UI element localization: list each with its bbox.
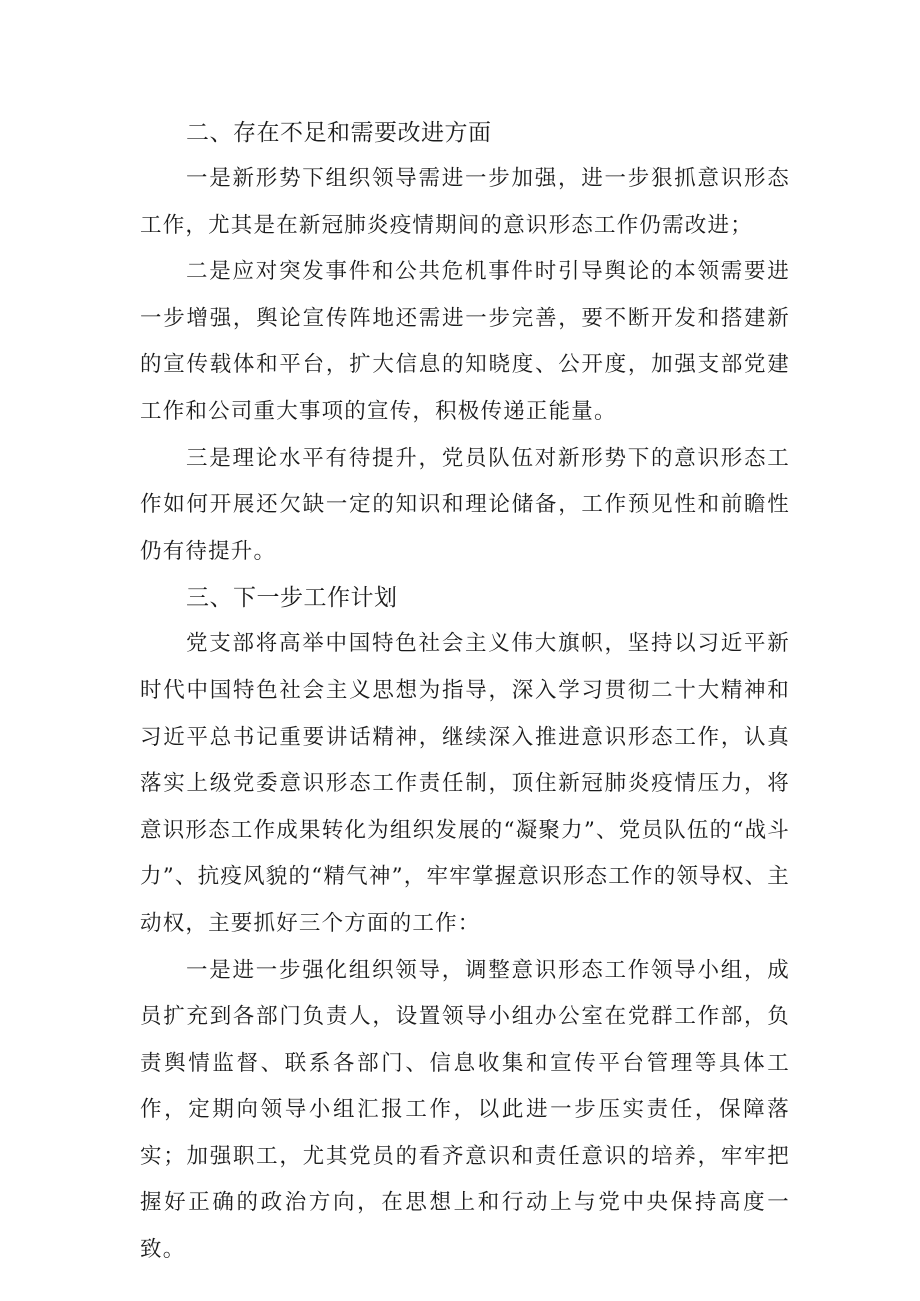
section-heading-shortcomings: 二、存在不足和需要改进方面 [186,120,492,146]
paragraph-shortcoming-2: 二是应对突发事件和公共危机事件时引导舆论的本领需要进一步增强，舆论宣传阵地还需进一步完善，要不断开发和搭建新的宣传载体和平台，扩大信息的知晓度、公开度，加强支部党建工作和公司重大事项的宣传，积极传递正能量。 [140,259,790,424]
paragraph-shortcoming-3: 三是理论水平有待提升，党员队伍对新形势下的意识形态工作如何开展还欠缺一定的知识和理论储备，工作预见性和前瞻性仍有待提升。 [140,445,790,564]
paragraph-plan-intro: 党支部将高举中国特色社会主义伟大旗帜，坚持以习近平新时代中国特色社会主义思想为指导，深入学习贯彻二十大精神和习近平总书记重要讲话精神，继续深入推进意识形态工作，认真落实上级党委意识形态工作责任制，顶住新冠肺炎疫情压力，将意识形态工作成果转化为组织发展的“凝聚力”、党员队伍的“战斗力”、抗疫风貌的“精气神”，牢牢掌握意识形态工作的领导权、主动权，主要抓好三个方面的工作： [140,631,790,936]
paragraph-plan-1: 一是进一步强化组织领导，调整意识形态工作领导小组，成员扩充到各部门负责人，设置领导小组办公室在党群工作部，负责舆情监督、联系各部门、信息收集和宣传平台管理等具体工作，定期向领导小组汇报工作，以此进一步压实责任，保障落实；加强职工，尤其党员的看齐意识和责任意识的培养，牢牢把握好正确的政治方向，在思想上和行动上与党中央保持高度一致。 [140,957,790,1263]
document-body [140,110,790,1274]
section-heading-next-plan: 三、下一步工作计划 [186,585,398,612]
paragraph-shortcoming-1: 一是新形势下组织领导需进一步加强，进一步狠抓意识形态工作，尤其是在新冠肺炎疫情期间的意识形态工作仍需改进； [140,166,790,238]
